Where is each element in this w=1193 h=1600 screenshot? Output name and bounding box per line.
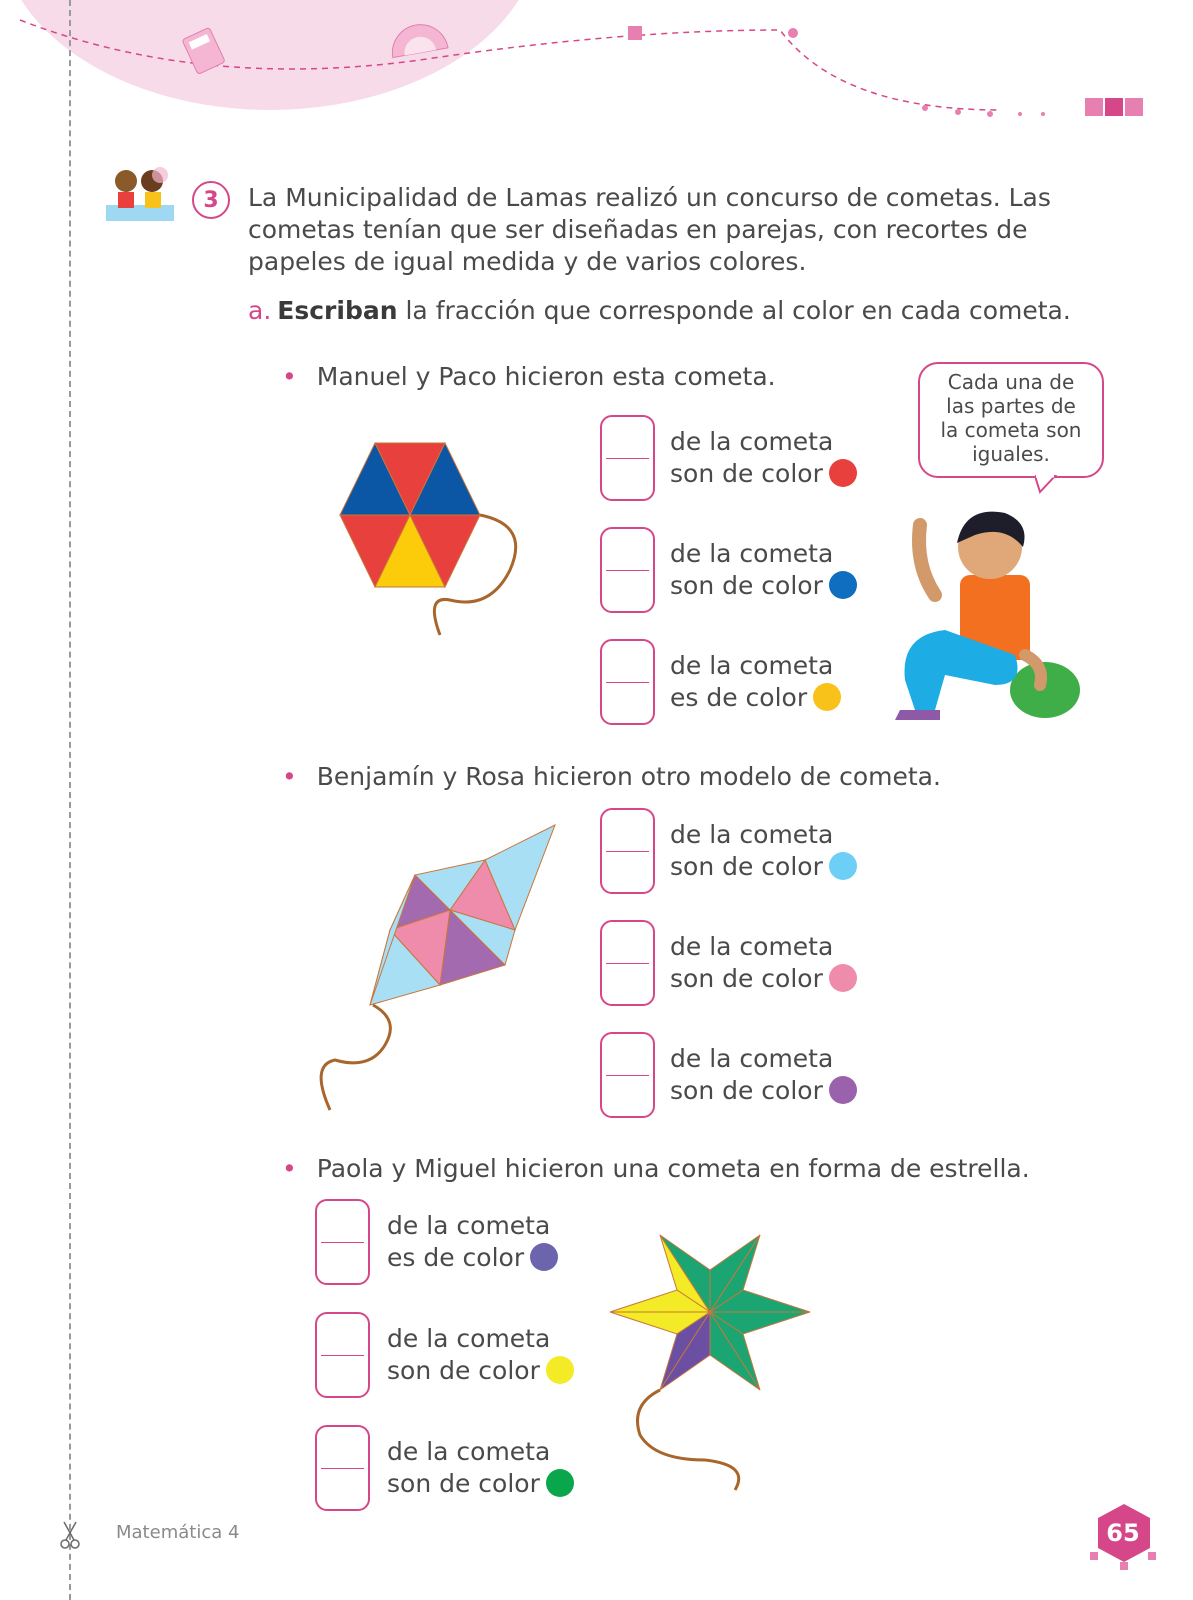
hexagon-kite bbox=[330, 435, 540, 655]
kite-string bbox=[321, 1005, 390, 1110]
fraction-label: de la cometa son de color bbox=[670, 931, 857, 995]
kite-2-intro: • Benjamín y Rosa hicieron otro modelo de cometa. bbox=[282, 762, 941, 791]
fraction-box[interactable] bbox=[600, 920, 655, 1006]
fraction-label: de la cometa son de color bbox=[670, 1043, 857, 1107]
page-number: 65 bbox=[1106, 1519, 1140, 1547]
sub-question-letter: a. bbox=[248, 296, 272, 325]
fraction-label: de la cometa son de color bbox=[670, 819, 857, 883]
header-decoration bbox=[0, 0, 1193, 140]
sub-question-verb: Escriban bbox=[277, 296, 398, 325]
kite-1-intro: • Manuel y Paco hicieron esta cometa. bbox=[282, 362, 776, 391]
star-kite bbox=[605, 1230, 815, 1500]
rhombus-kite bbox=[305, 820, 565, 1120]
green-color-dot bbox=[546, 1469, 574, 1497]
fraction-label: de la cometa son de color bbox=[387, 1323, 574, 1387]
kite-string bbox=[638, 1390, 739, 1490]
cube-icon bbox=[628, 26, 642, 40]
cubes-icon bbox=[1085, 98, 1143, 116]
protractor-icon bbox=[388, 20, 448, 57]
speech-bubble-tail bbox=[1035, 474, 1065, 494]
kite-3-intro: • Paola y Miguel hicieron una cometa en forma de estrella. bbox=[282, 1154, 1030, 1183]
blue-color-dot bbox=[829, 571, 857, 599]
yellow-color-dot bbox=[813, 683, 841, 711]
sub-question bbox=[248, 296, 1071, 325]
cut-line bbox=[69, 0, 71, 1600]
scissors-icon bbox=[58, 1520, 82, 1550]
fraction-box[interactable] bbox=[600, 1032, 655, 1118]
speech-bubble: Cada una de las partes de la cometa son iguales. bbox=[918, 362, 1104, 478]
boy-illustration bbox=[895, 505, 1085, 725]
fraction-box[interactable] bbox=[600, 639, 655, 725]
fraction-box[interactable] bbox=[315, 1425, 370, 1511]
fraction-box[interactable] bbox=[600, 527, 655, 613]
problem-statement: La Municipalidad de Lamas realizó un concurso de cometas. Las cometas tenían que ser diseñadas en parejas, con recortes de papeles de igual medida y de varios colores. bbox=[248, 183, 1051, 276]
bead-icon bbox=[788, 28, 798, 38]
fraction-label: de la cometa es de color bbox=[670, 650, 841, 714]
fraction-box[interactable] bbox=[600, 415, 655, 501]
sub-question-text: la fracción que corresponde al color en cada cometa. bbox=[397, 296, 1071, 325]
problem-number: 3 bbox=[192, 181, 230, 219]
fraction-box[interactable] bbox=[600, 808, 655, 894]
fraction-box[interactable] bbox=[315, 1199, 370, 1285]
pink-color-dot bbox=[829, 964, 857, 992]
violet-color-dot bbox=[530, 1243, 558, 1271]
fraction-label: de la cometa son de color bbox=[670, 426, 857, 490]
purple-color-dot bbox=[829, 1076, 857, 1104]
fraction-label: de la cometa son de color bbox=[387, 1436, 574, 1500]
kids-reading-icon bbox=[100, 165, 180, 227]
red-color-dot bbox=[829, 459, 857, 487]
fraction-box[interactable] bbox=[315, 1312, 370, 1398]
calculator-icon bbox=[182, 27, 225, 74]
yellow-color-dot bbox=[546, 1356, 574, 1384]
light-blue-color-dot bbox=[829, 852, 857, 880]
fraction-label: de la cometa son de color bbox=[670, 538, 857, 602]
book-title: Matemática 4 bbox=[116, 1522, 240, 1543]
fraction-label: de la cometa es de color bbox=[387, 1210, 558, 1274]
